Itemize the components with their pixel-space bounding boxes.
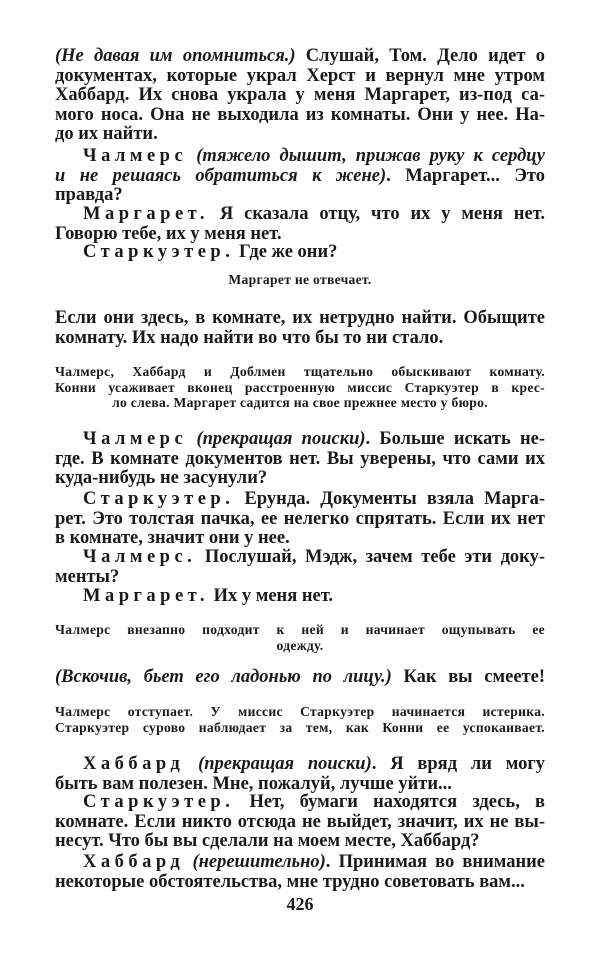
text: одежду.	[276, 637, 324, 653]
stage-remark: (Не давая им опомниться.)	[55, 46, 296, 66]
dialogue-continuation	[55, 309, 545, 348]
dialogue-continuation	[55, 47, 545, 145]
text-line	[55, 380, 545, 396]
text-line	[55, 510, 545, 530]
dialogue-line	[55, 853, 545, 892]
dialogue-continuation	[55, 668, 545, 688]
text-line	[55, 186, 545, 206]
text-line	[55, 832, 545, 852]
text: Чалмерс, Хаббард и Доблмен тщательно обыскивают комнату.	[55, 364, 545, 379]
text-line	[55, 364, 545, 380]
text-line	[55, 395, 545, 411]
text-line	[55, 309, 545, 329]
text: Говорю тебе, их у меня нет.	[55, 223, 282, 244]
character-name: Маргарет.	[83, 586, 209, 606]
text: рет. Это толстая пачка, ее нелегко спрятать. Если их нет	[55, 508, 545, 529]
dialogue-line	[55, 430, 545, 489]
text-line	[55, 167, 545, 187]
page-number: 426	[286, 894, 314, 914]
text-line	[55, 67, 545, 87]
character-name: Чалмерс	[83, 146, 188, 166]
stage-direction	[55, 272, 545, 288]
text-line	[55, 568, 545, 588]
stage-direction	[55, 622, 545, 653]
text-line	[55, 587, 545, 607]
character-name: Хаббард	[83, 754, 185, 774]
text-line	[55, 243, 545, 263]
stage-remark: и не решаясь обратиться к жене)	[55, 165, 387, 186]
text: Я сказала отцу, что их у меня нет.	[208, 204, 545, 224]
text: Нет, бумаги находятся здесь, в	[234, 792, 545, 812]
dialogue-line	[55, 755, 545, 794]
text-line	[55, 469, 545, 489]
text: Маргарет не отвечает.	[228, 272, 372, 287]
text-line	[55, 793, 545, 813]
text-line	[55, 490, 545, 510]
text-line	[55, 638, 545, 654]
character-name: Старкуэтер.	[83, 489, 235, 509]
text-line	[55, 205, 545, 225]
text-line	[55, 272, 545, 288]
text	[187, 146, 196, 166]
character-name: Маргарет.	[83, 204, 209, 224]
text: правда?	[55, 185, 123, 206]
text: Старкуэтер сурово наблюдает за тем, как Конни ее успокаивает.	[55, 719, 545, 735]
text: несут. Что бы вы сделали на моем месте, Хаббард?	[55, 831, 480, 852]
text-line	[55, 106, 545, 126]
stage-remark: (прекращая поиски)	[196, 429, 366, 449]
text-line	[55, 86, 545, 106]
dialogue-line	[55, 587, 545, 607]
text-line	[55, 47, 545, 67]
character-name: Чалмерс.	[83, 547, 197, 567]
stage-remark: (нерешительно)	[192, 852, 326, 872]
stage-direction	[55, 364, 545, 411]
dialogue-line	[55, 147, 545, 206]
character-name: Старкуэтер.	[83, 792, 235, 812]
text: Слушай, Том. Дело идет о	[295, 46, 545, 66]
text: Если они здесь, в комнате, их нетрудно найти. Обыщите	[55, 308, 545, 328]
text: документах, которые украл Херст и вернул мне утром	[55, 65, 545, 86]
text-line	[55, 329, 545, 349]
text: Конни усаживает вконец расстроенную миссис Старкуэтер в крес-	[55, 379, 545, 395]
text-line	[55, 147, 545, 167]
text: в комнате, значит они у нее.	[55, 528, 290, 549]
text: . Больше искать не-	[365, 429, 546, 449]
text: . Маргарет... Это	[386, 165, 545, 186]
text: . Я вряд ли могу	[371, 754, 545, 774]
text-line	[55, 622, 545, 638]
text: Чалмерс внезапно подходит к ней и начинает ощупывать ее	[55, 622, 545, 637]
stage-remark: (Вскочив, бьет его ладонью по лицу.)	[55, 667, 392, 687]
stage-direction	[55, 704, 545, 735]
text-line	[55, 548, 545, 568]
text-line	[55, 430, 545, 450]
text: до их найти.	[55, 124, 158, 145]
stage-remark: (тяжело дышит, прижав руку к сердцу	[196, 146, 545, 166]
text	[184, 754, 198, 774]
text: быть вам полезен. Мне, пожалуй, лучше уйти...	[55, 773, 452, 794]
dialogue-line	[55, 490, 545, 549]
text: . Принимая во внимание	[325, 852, 545, 872]
stage-remark: (прекращая поиски)	[198, 754, 372, 774]
text-line	[55, 704, 545, 720]
dialogue-line	[55, 205, 545, 244]
character-name: Чалмерс	[83, 429, 188, 449]
text: некоторые обстоятельства, мне трудно советовать вам...	[55, 871, 525, 892]
text-line	[55, 450, 545, 470]
text: Ерунда. Документы взяла Марга-	[234, 489, 545, 509]
text-line	[55, 529, 545, 549]
text-line	[55, 813, 545, 833]
text: менты?	[55, 566, 120, 587]
text-line	[55, 755, 545, 775]
text: Хаббард. Их снова украла у меня Маргарет, из-под са-	[55, 85, 545, 106]
text: где. В комнате документов нет. Вы уверены, что сами их	[55, 448, 545, 469]
text-line	[55, 853, 545, 873]
text: ло слева. Маргарет садится на свое прежнее место у бюро.	[112, 395, 488, 411]
text: Послушай, Мэдж, зачем тебе эти доку-	[196, 547, 545, 567]
text: комнату. Их надо найти во что бы то ни стало.	[55, 327, 444, 348]
dialogue-line	[55, 793, 545, 852]
text-line	[55, 720, 545, 736]
dialogue-line	[55, 548, 545, 587]
text-line	[55, 125, 545, 145]
text: Их у меня нет.	[208, 586, 334, 606]
text: Где же они?	[234, 242, 338, 262]
text: Как вы смеете!	[391, 667, 545, 687]
text: куда-нибудь не засунули?	[55, 468, 268, 489]
text: мого носа. Она не выходила из комнаты. Они у нее. На-	[55, 104, 545, 125]
character-name: Старкуэтер.	[83, 242, 235, 262]
text-line	[55, 873, 545, 893]
text-line	[55, 668, 545, 688]
text: Чалмерс отступает. У миссис Старкуэтер начинается истерика.	[55, 704, 545, 719]
dialogue-line	[55, 243, 545, 263]
text: комнате. Если никто отсюда не выйдет, значит, их не вы-	[55, 811, 545, 832]
character-name: Хаббард	[83, 852, 185, 872]
